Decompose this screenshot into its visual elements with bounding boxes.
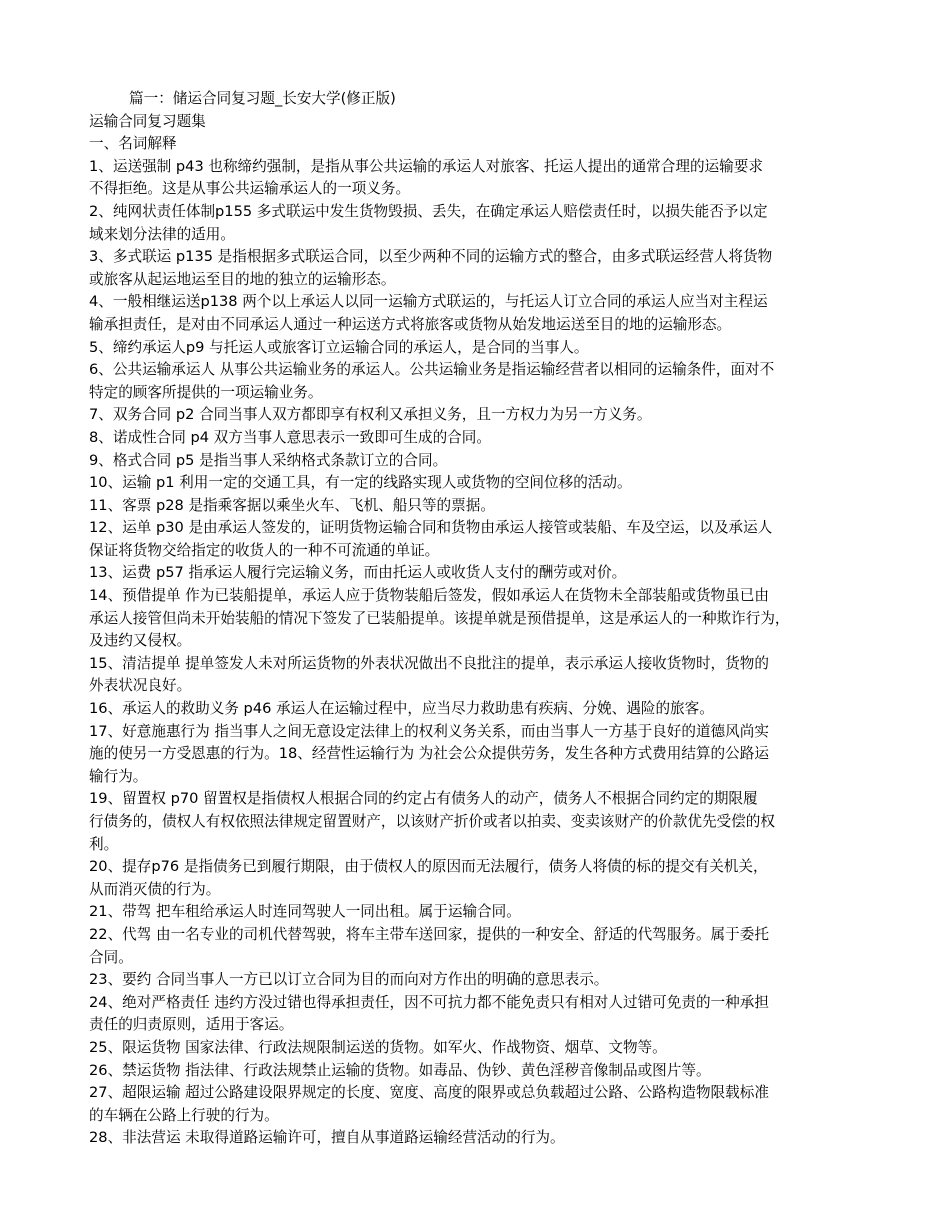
definition-line: 16、承运人的救助义务 p46 承运人在运输过程中，应当尽力救助患有疾病、分娩、遇险的旅客。 <box>89 700 714 718</box>
definition-line: 22、代驾 由一名专业的司机代替驾驶，将车主带车送回家，提供的一种安全、舒适的代驾服务。属于委托 <box>89 925 769 943</box>
definition-line: 27、超限运输 超过公路建设限界规定的长度、宽度、高度的限界或总负载超过公路、公路构造物限载标准 <box>89 1084 769 1102</box>
definition-entry <box>89 992 864 1037</box>
definition-line: 28、非法营运 未取得道路运输许可，擅自从事道路运输经营活动的行为。 <box>89 1129 565 1147</box>
definition-line: 24、绝对严格责任 违约方没过错也得承担责任，因不可抗力都不能免责只有相对人过错可免责的一种承担 <box>89 993 769 1011</box>
definition-line: 承运人接管但尚未开始装船的情况下签发了已装船提单。该提单就是预借提单，这是承运人的一种欺诈行为， <box>89 609 790 627</box>
definition-entry <box>89 246 864 291</box>
definition-entry <box>89 1060 864 1083</box>
definition-entry <box>89 291 864 336</box>
definition-line: 11、客票 p28 是指乘客据以乘坐火车、飞机、船只等的票据。 <box>89 496 495 514</box>
definition-entry <box>89 1082 864 1127</box>
definition-line: 12、运单 p30 是由承运人签发的，证明货物运输合同和货物由承运人接管或装船、车及空运，以及承运人 <box>89 519 773 537</box>
definition-line: 14、预借提单 作为已装船提单，承运人应于货物装船后签发，假如承运人在货物未全部装船或货物虽已由 <box>89 587 769 605</box>
definition-entry <box>89 788 864 856</box>
definition-line: 域来划分法律的适用。 <box>89 225 235 243</box>
definition-line: 不得拒绝。这是从事公共运输承运人的一项义务。 <box>89 180 411 198</box>
definition-line: 及违约又侵权。 <box>89 632 192 650</box>
definition-line: 9、格式合同 p5 是指当事人采纳格式条款订立的合同。 <box>89 451 448 469</box>
definition-line: 4、一般相继运送p138 两个以上承运人以同一运输方式联运的，与托运人订立合同的承运人应当对主程运 <box>89 293 768 311</box>
definition-line: 26、禁运货物 指法律、行政法规禁止运输的货物。如毒品、伪钞、黄色淫秽音像制品或图片等。 <box>89 1061 711 1079</box>
definition-line: 5、缔约承运人p9 与托运人或旅客订立运输合同的承运人，是合同的当事人。 <box>89 338 589 356</box>
definition-line: 合同。 <box>89 948 133 966</box>
definition-entry <box>89 472 864 495</box>
definition-line: 输承担责任，是对由不同承运人通过一种运送方式将旅客或货物从始发地运送至目的地的运输形态。 <box>89 315 732 333</box>
definition-line: 行债务的，债权人有权依照法律规定留置财产，以该财产折价或者以拍卖、变卖该财产的价款优先受偿的权 <box>89 813 775 830</box>
definition-line: 19、留置权 p70 留置权是指债权人根据合同的约定占有债务人的动产，债务人不根据合同约定的期限履 <box>89 790 758 808</box>
definition-line: 17、好意施惠行为 指当事人之间无意设定法律上的权利义务关系，而由当事人一方基于良好的道德风尚实 <box>89 722 769 740</box>
definition-line: 或旅客从起运地运至目的地的独立的运输形态。 <box>89 270 396 288</box>
definition-entry <box>89 450 864 473</box>
definition-line: 20、提存p76 是指债务已到履行期限，由于债权人的原因而无法履行，债务人将债的标的提交有关机关， <box>89 858 768 876</box>
definition-entry <box>89 653 864 698</box>
definition-entry <box>89 698 864 721</box>
definition-line: 输行为。 <box>89 767 148 785</box>
definition-entry <box>89 404 864 427</box>
document-subtitle: 运输合同复习题集 <box>89 112 206 130</box>
definition-line: 23、要约 合同当事人一方已以订立合同为目的而向对方作出的明确的意思表示。 <box>89 971 609 989</box>
definition-entry <box>89 495 864 518</box>
definition-list <box>89 156 864 1150</box>
definition-entry <box>89 721 864 789</box>
definition-entry <box>89 517 864 562</box>
definition-entry <box>89 1127 864 1150</box>
definition-line: 的车辆在公路上行驶的行为。 <box>89 1106 279 1124</box>
definition-line: 7、双务合同 p2 合同当事人双方都即享有权利又承担义务，且一方权力为另一方义务。 <box>89 406 652 424</box>
section-heading: 一、名词解释 <box>89 135 177 153</box>
definition-line: 责任的归责原则，适用于客运。 <box>89 1016 294 1034</box>
definition-line: 施的使另一方受恩惠的行为。18、经营性运输行为 为社会公众提供劳务，发生各种方式费用结算的公路运 <box>89 745 769 763</box>
definition-line: 从而消灭债的行为。 <box>89 880 221 898</box>
definition-entry <box>89 856 864 901</box>
definition-entry <box>89 901 864 924</box>
definition-line: 8、诺成性合同 p4 双方当事人意思表示一致即可生成的合同。 <box>89 428 491 446</box>
definition-entry <box>89 585 864 653</box>
definition-entry <box>89 427 864 450</box>
definition-line: 13、运费 p57 指承运人履行完运输义务，而由托运人或收货人支付的酬劳或对价。 <box>89 564 627 582</box>
definition-line: 25、限运货物 国家法律、行政法规限制运送的货物。如军火、作战物资、烟草、文物等。 <box>89 1038 667 1056</box>
definition-line: 1、运送强制 p43 也称缔约强制，是指从事公共运输的承运人对旅客、托运人提出的通常合理的运输要求 <box>89 157 763 175</box>
definition-entry <box>89 924 864 969</box>
definition-line: 利。 <box>89 835 119 853</box>
definition-entry <box>89 337 864 360</box>
definition-entry <box>89 969 864 992</box>
definition-entry <box>89 1037 864 1060</box>
definition-line: 6、公共运输承运人 从事公共运输业务的承运人。公共运输业务是指运输经营者以相同的运输条件，面对不 <box>89 361 775 379</box>
definition-line: 2、纯网状责任体制p155 多式联运中发生货物毁损、丢失，在确定承运人赔偿责任时，以损失能否予以定 <box>89 202 768 220</box>
definition-line: 15、清洁提单 提单签发人未对所运货物的外表状况做出不良批注的提单，表示承运人接收货物时，货物的 <box>89 654 769 672</box>
definition-line: 21、带驾 把车租给承运人时连同驾驶人一同出租。属于运输合同。 <box>89 903 521 921</box>
definition-line: 3、多式联运 p135 是指根据多式联运合同，以至少两种不同的运输方式的整合，由多式联运经营人将货物 <box>89 248 773 266</box>
document-title: 篇一：储运合同复习题_长安大学(修正版) <box>129 90 396 107</box>
definition-entry <box>89 156 864 201</box>
definition-entry <box>89 562 864 585</box>
definition-line: 外表状况良好。 <box>89 677 192 695</box>
definition-line: 保证将货物交给指定的收货人的一种不可流通的单证。 <box>89 541 440 559</box>
definition-line: 特定的顾客所提供的一项运输业务。 <box>89 383 323 401</box>
definition-entry <box>89 359 864 404</box>
definition-line: 10、运输 p1 利用一定的交通工具，有一定的线路实现人或货物的空间位移的活动。 <box>89 474 632 492</box>
definition-entry <box>89 201 864 246</box>
